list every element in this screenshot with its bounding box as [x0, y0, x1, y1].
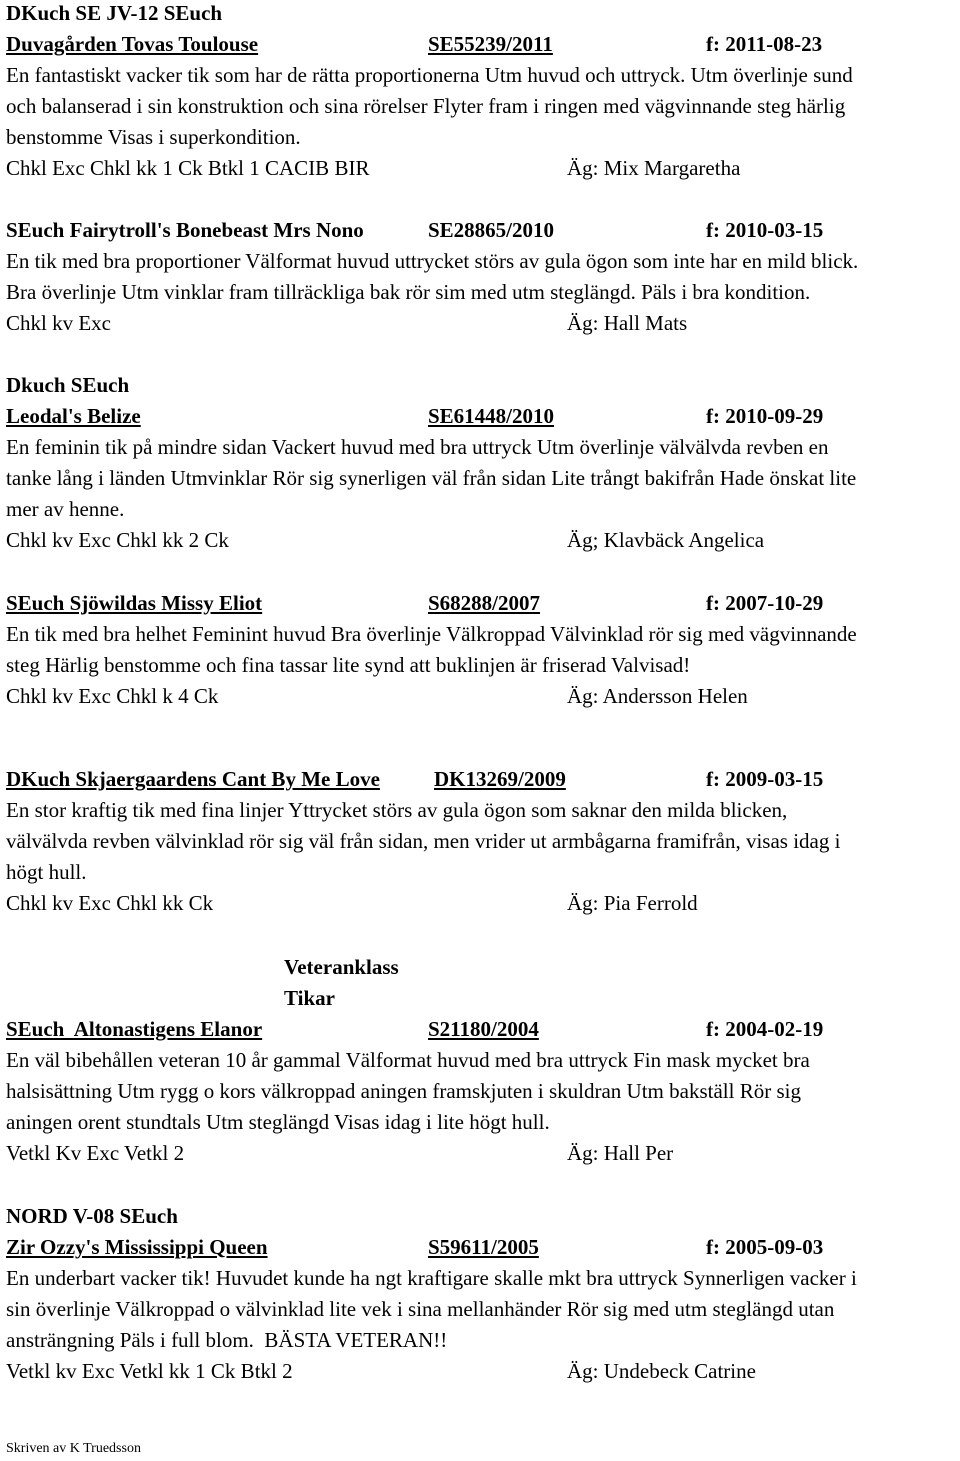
owner: Äg: Hall Mats [567, 311, 688, 335]
critique-line: En tik med bra proportioner Välformat huvud uttrycket störs av gula ögon som inte har en mild blick. [6, 249, 859, 273]
sex-heading: Tikar [284, 986, 335, 1010]
reg-number: SE61448/2010 [428, 404, 555, 428]
award-row [6, 891, 698, 915]
owner: Äg: Hall Per [567, 1141, 674, 1165]
critique-line: En underbart vacker tik! Huvudet kunde ha ngt kraftigare skalle mkt bra uttryck Synnerligen vacker i [6, 1266, 857, 1290]
entry-title: Dkuch SEuch [6, 373, 130, 397]
dog-name: Leodal's Belize [6, 404, 141, 428]
birth-date: f: 2007-10-29 [706, 591, 824, 615]
award-row [6, 528, 765, 552]
reg-number: S21180/2004 [428, 1017, 539, 1041]
birth-date: f: 2004-02-19 [706, 1017, 824, 1041]
dog-name: DKuch Skjaergaardens Cant By Me Love [6, 767, 380, 791]
dog-name: SEuch Altonastigens Elanor [6, 1017, 263, 1041]
owner: Äg: Andersson Helen [567, 684, 748, 708]
birth-date: f: 2010-03-15 [706, 218, 824, 242]
critique-line: En feminin tik på mindre sidan Vackert huvud med bra uttryck Utm överlinje välvälvda revben en [6, 435, 829, 459]
dog-name: SEuch Sjöwildas Missy Eliot [6, 591, 263, 615]
critique-line: En fantastiskt vacker tik som har de rätta proportionerna Utm huvud och uttryck. Utm överlinje sund [6, 63, 853, 87]
award: Chkl kv Exc Chkl kk 2 Ck [6, 528, 229, 552]
reg-number: DK13269/2009 [434, 767, 566, 791]
dog-header-row [6, 218, 824, 242]
entry-title: NORD V-08 SEuch [6, 1204, 178, 1228]
critique-line: Bra överlinje Utm vinklar fram tillräckliga bak rör sim med utm steglängd. Päls i bra kondition. [6, 280, 811, 304]
class-heading: Veteranklass [284, 955, 399, 979]
critique-line: högt hull. [6, 860, 87, 884]
entry-title: DKuch SE JV-12 SEuch [6, 1, 223, 25]
dog-header-row [6, 1235, 824, 1259]
award-row [6, 311, 688, 335]
dog-name: Duvagården Tovas Toulouse [6, 32, 259, 56]
award: Vetkl kv Exc Vetkl kk 1 Ck Btkl 2 [6, 1359, 293, 1383]
critique-line: benstomme Visas i superkondition. [6, 125, 301, 149]
award-row [6, 1141, 674, 1165]
birth-date: f: 2009-03-15 [706, 767, 824, 791]
award: Chkl kv Exc Chkl k 4 Ck [6, 684, 219, 708]
award: Chkl Exc Chkl kk 1 Ck Btkl 1 CACIB BIR [6, 156, 370, 180]
birth-date: f: 2011-08-23 [706, 32, 823, 56]
award-row [6, 684, 748, 708]
reg-number: S68288/2007 [428, 591, 541, 615]
award: Chkl kv Exc Chkl kk Ck [6, 891, 214, 915]
owner: Äg: Mix Margaretha [567, 156, 741, 180]
critique-line: sin överlinje Välkroppad o välvinklad lite vek i sina mellanhänder Rör sig med utm steglängd utan [6, 1297, 835, 1321]
critique-line: aningen orent stundtals Utm steglängd Visas idag i lite högt hull. [6, 1110, 550, 1134]
critique-line: välvälvda revben välvinklad rör sig väl från sidan, men vrider ut armbågarna framifrån, visas idag i [6, 829, 841, 853]
dog-header-row [6, 767, 824, 791]
dog-name: Zir Ozzy's Mississippi Queen [6, 1235, 268, 1259]
critique-line: halsisättning Utm rygg o kors välkroppad aningen framskjuten i skuldran Utm bakställ Rör sig [6, 1079, 801, 1103]
dog-header-row [6, 591, 824, 615]
award-row [6, 1359, 756, 1383]
critique-line: steg Härlig benstomme och fina tassar lite synd att buklinjen är friserad Valvisad! [6, 653, 691, 677]
critique-line: En tik med bra helhet Feminint huvud Bra överlinje Välkroppad Välvinklad rör sig med vägvinnande [6, 622, 857, 646]
reg-number: SE55239/2011 [428, 32, 553, 56]
critique-line: ansträngning Päls i full blom. BÄSTA VETERAN!! [6, 1328, 448, 1352]
dog-header-row [6, 32, 823, 56]
owner: Äg: Undebeck Catrine [567, 1359, 756, 1383]
birth-date: f: 2005-09-03 [706, 1235, 824, 1259]
critique-line: En stor kraftig tik med fina linjer Yttrycket störs av gula ögon som saknar den milda blicken, [6, 798, 788, 822]
critique-line: och balanserad i sin konstruktion och sina rörelser Flyter fram i ringen med vägvinnande steg härlig [6, 94, 846, 118]
critique-line: tanke lång i länden Utmvinklar Rör sig synerligen väl från sidan Lite trångt bakifrån Hade önskat lite [6, 466, 857, 490]
award: Vetkl Kv Exc Vetkl 2 [6, 1141, 185, 1165]
dog-header-row [6, 1017, 824, 1041]
reg-number: SE28865/2010 [428, 218, 555, 242]
footer-author: Skriven av K Truedsson [6, 1441, 141, 1456]
owner: Äg: Pia Ferrold [567, 891, 698, 915]
award: Chkl kv Exc [6, 311, 111, 335]
reg-number: S59611/2005 [428, 1235, 539, 1259]
dog-header-row [6, 404, 824, 428]
critique-line: En väl bibehållen veteran 10 år gammal Välformat huvud med bra uttryck Fin mask mycket bra [6, 1048, 810, 1072]
award-row [6, 156, 741, 180]
birth-date: f: 2010-09-29 [706, 404, 824, 428]
critique-line: mer av henne. [6, 497, 125, 521]
owner: Äg; Klavbäck Angelica [567, 528, 765, 552]
dog-name: SEuch Fairytroll's Bonebeast Mrs Nono [6, 218, 364, 242]
